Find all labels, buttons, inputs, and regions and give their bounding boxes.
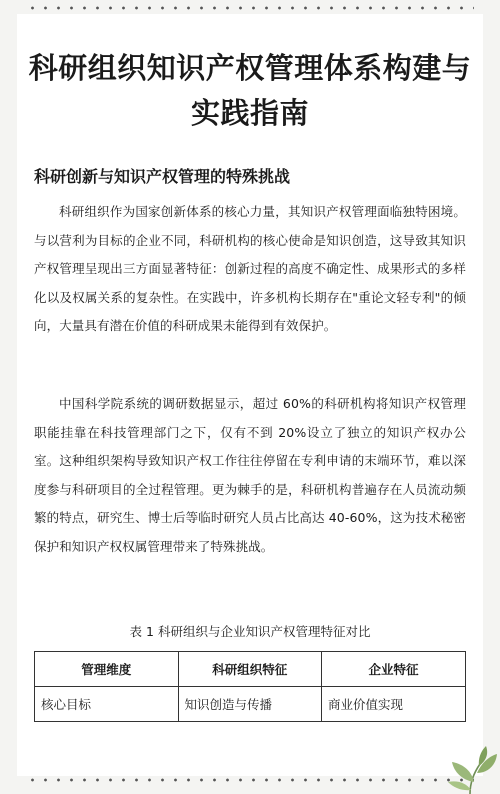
body-paragraph-1: 科研组织作为国家创新体系的核心力量，其知识产权管理面临独特困境。与以营利为目标的企业不同，科研机构的核心使命是知识创造，这导致其知识产权管理呈现出三方面显著特征：创新过程的高度不确定性、成果形式的多样化以及权属关系的复杂性。在实践中，许多机构长期存在"重论文轻专利"的倾向，大量具有潜在价值的科研成果未能得到有效保护。 (34, 204, 466, 333)
table-header-row (35, 652, 466, 687)
body-paragraph-2: 中国科学院系统的调研数据显示，超过 60%的科研机构将知识产权管理职能挂靠在科技管理部门之下，仅有不到 20%设立了独立的知识产权办公室。这种组织架构导致知识产权工作往往停留在专利申请的末端环节，难以深度参与科研项目的全过程管理。更为棘手的是，科研机构普遍存在人员流动频繁的特点，研究生、博士后等临时研究人员占比高达 40-60%，这为技术秘密保护和知识产权权属管理带来了特殊挑战。 (34, 396, 466, 554)
dotted-border-bottom (26, 778, 474, 782)
table-cell: 核心目标 (35, 687, 179, 722)
comparison-table (34, 651, 466, 722)
table-header-cell: 管理维度 (35, 652, 179, 687)
dotted-border-top (26, 6, 474, 10)
table-cell: 知识创造与传播 (178, 687, 322, 722)
plant-icon (440, 746, 498, 794)
section-heading: 科研创新与知识产权管理的特殊挑战 (34, 167, 291, 186)
table-cell: 商业价值实现 (322, 687, 466, 722)
table-row (35, 687, 466, 722)
document-title: 科研组织知识产权管理体系构建与实践指南 (28, 51, 472, 130)
table-header-cell: 企业特征 (322, 652, 466, 687)
table-header-cell: 科研组织特征 (178, 652, 322, 687)
table-caption: 表 1 科研组织与企业知识产权管理特征对比 (129, 624, 371, 639)
